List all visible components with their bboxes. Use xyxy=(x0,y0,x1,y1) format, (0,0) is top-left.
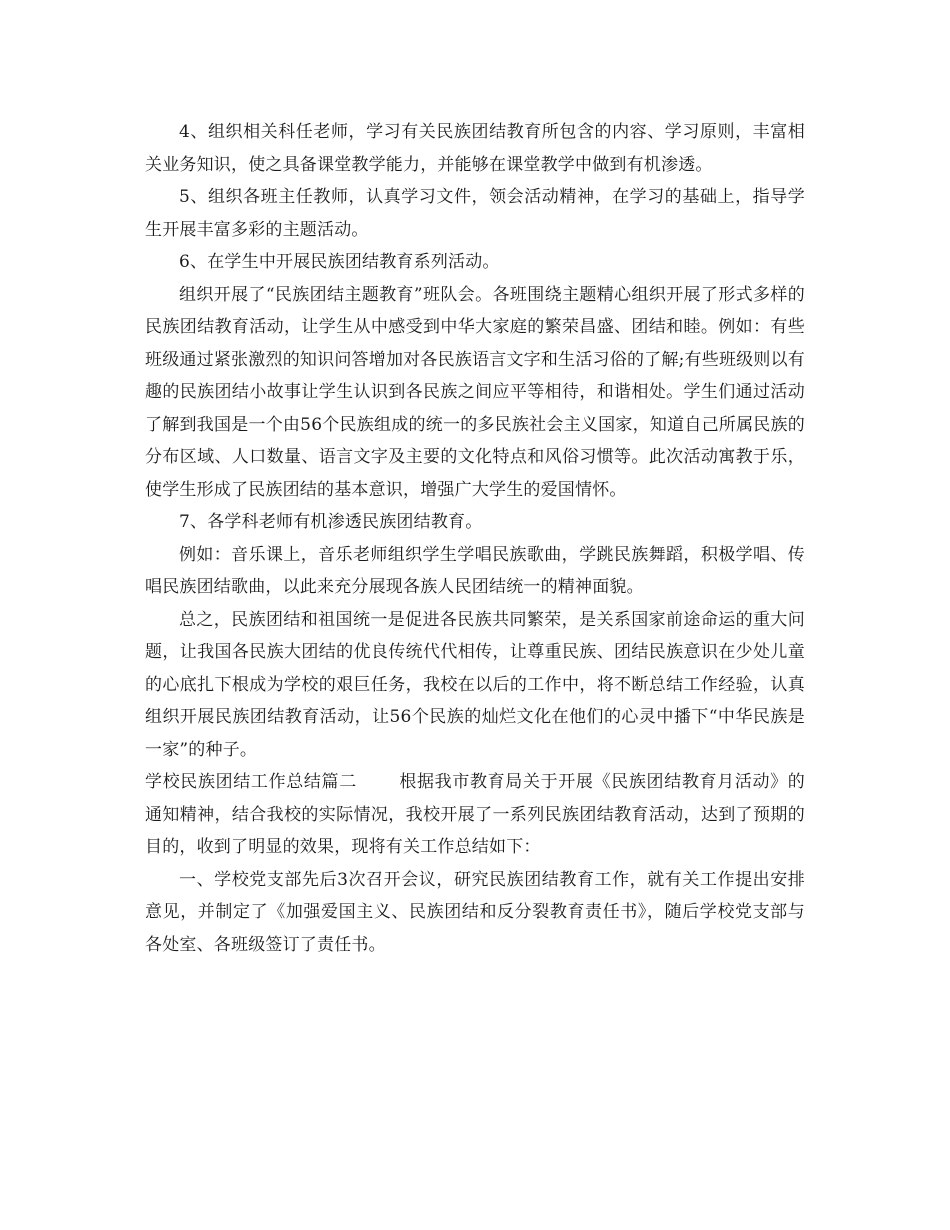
document-body xyxy=(145,116,805,961)
section-intro: 根据我市教育局关于开展《民族团结教育月活动》的通知精神，结合我校的实际情况，我校开展了一系列民族团结教育活动，达到了预期的目的，收到了明显的效果，现将有关工作总结如下： xyxy=(145,772,805,857)
paragraph-item-7: 7、各学科老师有机渗透民族团结教育。 xyxy=(179,512,483,532)
paragraph-music-example: 例如：音乐课上，音乐老师组织学生学唱民族歌曲，学跳民族舞蹈，积极学唱、传唱民族团结歌曲，以此来充分展现各族人民团结统一的精神面貌。 xyxy=(145,544,805,597)
section-heading: 学校民族团结工作总结篇二 xyxy=(145,772,357,792)
paragraph-class-meeting: 组织开展了“民族团结主题教育”班队会。各班围绕主题精心组织开展了形式多样的民族团结教育活动，让学生从中感受到中华大家庭的繁荣昌盛、团结和睦。例如：有些班级通过紧张激烈的知识问答增加对各民族语言文字和生活习俗的了解;有些班级则以有趣的民族团结小故事让学生认识到各民族之间应平等相待，和谐相处。学生们通过活动了解到我国是一个由56个民族组成的统一的多民族社会主义国家，知道自己所属民族的分布区域、人口数量、语言文字及主要的文化特点和风俗习惯等。此次活动寓教于乐，使学生形成了民族团结的基本意识，增强广大学生的爱国情怀。 xyxy=(145,284,805,500)
paragraph-item-4: 4、组织相关科任老师，学习有关民族团结教育所包含的内容、学习原则，丰富相关业务知识，使之具备课堂教学能力，并能够在课堂教学中做到有机渗透。 xyxy=(145,122,805,175)
paragraph-conclusion: 总之，民族团结和祖国统一是促进各民族共同繁荣，是关系国家前途命运的重大问题，让我国各民族大团结的优良传统代代相传，让尊重民族、团结民族意识在少处儿童的心底扎下根成为学校的艰巨任务，我校在以后的工作中，将不断总结工作经验，认真组织开展民族团结教育活动，让56个民族的灿烂文化在他们的心灵中播下“中华民族是一家”的种子。 xyxy=(145,609,805,760)
paragraph-item-5: 5、组织各班主任教师，认真学习文件，领会活动精神，在学习的基础上，指导学生开展丰富多彩的主题活动。 xyxy=(145,187,805,240)
paragraph-item-6: 6、在学生中开展民族团结教育系列活动。 xyxy=(179,252,500,272)
section-heading-line xyxy=(145,766,805,864)
paragraph-party-branch: 一、学校党支部先后3次召开会议，研究民族团结教育工作，就有关工作提出安排意见，并制定了《加强爱国主义、民族团结和反分裂教育责任书》，随后学校党支部与各处室、各班级签订了责任书。 xyxy=(145,869,805,955)
